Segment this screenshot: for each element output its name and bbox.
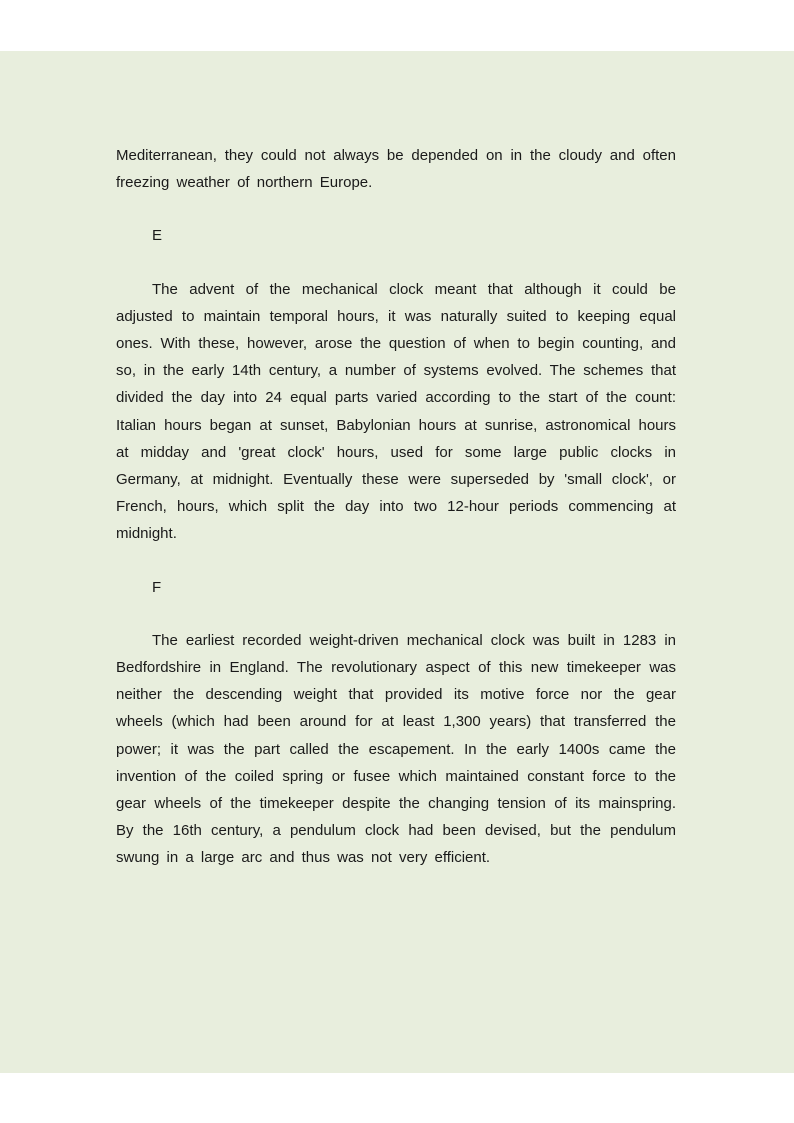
paragraph-d-continuation: Mediterranean, they could not always be depended on in the cloudy and often freezing weather of northern Europe. — [116, 147, 676, 192]
section-letter-f: F — [152, 578, 162, 596]
spacer — [116, 601, 676, 627]
document-body — [116, 142, 676, 872]
paragraph-e: The advent of the mechanical clock meant that although it could be adjusted to maintain temporal hours, it was naturally suited to keeping equal ones. With these, however, arose the question of when to begin counting, and so, in the early 14th century, a number of systems evolved. The schemes that divided the day into 24 equal parts varied according to the start of the count: Italian hours began at sunset, Babylonian hours at sunrise, astronomical hours at midday and 'great clock' hours, used for some large public clocks in Germany, at midnight. Eventually these were superseded by 'small clock', or French, hours, which split the day into two 12-hour periods commencing at midnight. — [116, 280, 676, 543]
spacer — [116, 548, 676, 574]
spacer — [116, 196, 676, 222]
spacer — [116, 250, 676, 276]
section-letter-e: E — [152, 227, 163, 245]
document-page — [0, 51, 794, 1073]
paragraph-f: The earliest recorded weight-driven mechanical clock was built in 1283 in Bedfordshire in England. The revolutionary aspect of this new timekeeper was neither the descending weight that provided its motive force nor the gear wheels (which had been around for at least 1,300 years) that transferred the power; it was the part called the escapement. In the early 1400s came the invention of the coiled spring or fusee which maintained constant force to the gear wheels of the timekeeper despite the changing tension of its mainspring. By the 16th century, a pendulum clock had been devised, but the pendulum swung in a large arc and thus was not very efficient. — [116, 631, 676, 867]
